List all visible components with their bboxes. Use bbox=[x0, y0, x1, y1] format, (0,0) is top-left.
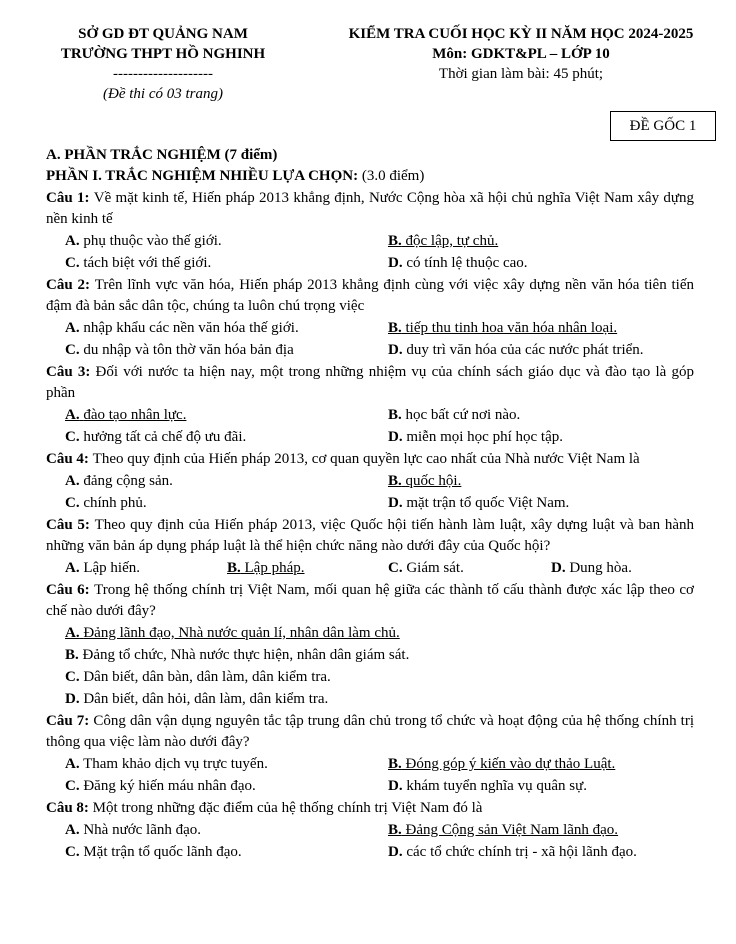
question-2-options-row-1 bbox=[46, 317, 694, 339]
option-6a[interactable]: A. Đảng lãnh đạo, Nhà nước quản lí, nhân dân làm chủ. bbox=[65, 625, 400, 641]
option-6d[interactable]: D. Dân biết, dân hỏi, dân làm, dân kiểm tra. bbox=[65, 691, 329, 707]
option-6b[interactable]: B. Đảng tổ chức, Nhà nước thực hiện, nhân dân giám sát. bbox=[65, 647, 410, 663]
option-3a[interactable]: A. đào tạo nhân lực. bbox=[65, 407, 187, 423]
header-left bbox=[38, 24, 288, 104]
subject-line: Môn: GDKT&PL – LỚP 10 bbox=[432, 46, 610, 62]
option-1b[interactable]: B. độc lập, tự chủ. bbox=[388, 233, 499, 249]
question-7 bbox=[46, 711, 694, 753]
option-3c[interactable]: C. hưởng tất cả chế độ ưu đãi. bbox=[65, 429, 247, 445]
question-2-text: Trên lĩnh vực văn hóa, Hiến pháp 2013 khẳng định cùng với việc xây dựng nền văn hóa tiên tiến đậm đà bản sắc dân tộc, chúng ta luôn chú trọng việc bbox=[46, 277, 694, 314]
page-count-note: (Đề thi có 03 trang) bbox=[103, 86, 223, 102]
question-3-label: Câu 3: bbox=[46, 364, 96, 380]
question-1 bbox=[46, 188, 694, 230]
option-1a[interactable]: A. phụ thuộc vào thế giới. bbox=[65, 233, 222, 249]
question-8-options-row-2 bbox=[46, 841, 694, 863]
question-6-text: Trong hệ thống chính trị Việt Nam, mối quan hệ giữa các thành tố cấu thành được xác lập theo cơ chế nào dưới đây? bbox=[46, 582, 694, 619]
question-1-label: Câu 1: bbox=[46, 190, 94, 206]
option-8a[interactable]: A. Nhà nước lãnh đạo. bbox=[65, 822, 202, 838]
part-1-heading bbox=[46, 166, 694, 187]
question-6-label: Câu 6: bbox=[46, 582, 95, 598]
option-5a[interactable]: A. Lập hiến. bbox=[65, 560, 140, 576]
option-4c[interactable]: C. chính phủ. bbox=[65, 495, 147, 511]
option-3b[interactable]: B. học bất cứ nơi nào. bbox=[388, 407, 521, 423]
question-8 bbox=[46, 798, 694, 819]
question-8-text: Một trong những đặc điểm của hệ thống chính trị Việt Nam đó là bbox=[92, 800, 483, 816]
question-4-text: Theo quy định của Hiến pháp 2013, cơ quan quyền lực cao nhất của Nhà nước Việt Nam là bbox=[92, 451, 640, 467]
time-limit: Thời gian làm bài: 45 phút; bbox=[438, 66, 604, 82]
question-1-text: Về mặt kinh tế, Hiến pháp 2013 khẳng định, Nước Cộng hòa xã hội chủ nghĩa Việt Nam xây dựng nền kinh tế bbox=[46, 190, 694, 227]
option-5c[interactable]: C. Giám sát. bbox=[388, 560, 464, 576]
option-8c[interactable]: C. Mặt trận tổ quốc lãnh đạo. bbox=[65, 844, 242, 860]
part-a-heading: A. PHẦN TRẮC NGHIỆM (7 điểm) bbox=[46, 147, 278, 163]
option-7a[interactable]: A. Tham khảo dịch vụ trực tuyến. bbox=[65, 756, 268, 772]
question-4 bbox=[46, 449, 694, 470]
question-3-options-row-2 bbox=[46, 426, 694, 448]
option-4b[interactable]: B. quốc hội. bbox=[388, 473, 462, 489]
question-7-label: Câu 7: bbox=[46, 713, 94, 729]
question-2-options-row-2 bbox=[46, 339, 694, 361]
question-7-options-row-1 bbox=[46, 753, 694, 775]
question-4-options-row-1 bbox=[46, 470, 694, 492]
option-8d[interactable]: D. các tổ chức chính trị - xã hội lãnh đạo. bbox=[388, 844, 637, 860]
part-1-title: PHẦN I. TRẮC NGHIỆM NHIỀU LỰA CHỌN: bbox=[46, 168, 362, 184]
exam-content bbox=[46, 145, 694, 863]
option-2c[interactable]: C. du nhập và tôn thờ văn hóa bản địa bbox=[65, 342, 294, 358]
exam-code-box: ĐỀ GỐC 1 bbox=[610, 111, 716, 141]
question-3-options-row-1 bbox=[46, 404, 694, 426]
question-7-text: Công dân vận dụng nguyên tắc tập trung dân chủ trong tổ chức và hoạt động của hệ thống chính trị thông qua việc làm nào dưới đây? bbox=[46, 713, 694, 750]
question-4-label: Câu 4: bbox=[46, 451, 93, 467]
header-divider: -------------------- bbox=[113, 66, 213, 82]
option-1d[interactable]: D. có tính lệ thuộc cao. bbox=[388, 255, 528, 271]
option-2a[interactable]: A. nhập khẩu các nền văn hóa thế giới. bbox=[65, 320, 299, 336]
option-8b[interactable]: B. Đảng Cộng sản Việt Nam lãnh đạo. bbox=[388, 822, 619, 838]
option-4d[interactable]: D. mặt trận tổ quốc Việt Nam. bbox=[388, 495, 570, 511]
option-4a[interactable]: A. đảng cộng sản. bbox=[65, 473, 173, 489]
option-5d[interactable]: D. Dung hòa. bbox=[551, 560, 632, 576]
option-7d[interactable]: D. khám tuyển nghĩa vụ quân sự. bbox=[388, 778, 587, 794]
question-8-label: Câu 8: bbox=[46, 800, 93, 816]
option-2b[interactable]: B. tiếp thu tinh hoa văn hóa nhân loại. bbox=[388, 320, 618, 336]
question-6 bbox=[46, 580, 694, 622]
school-name: TRƯỜNG THPT HỒ NGHINH bbox=[60, 46, 266, 62]
question-5-options-row bbox=[46, 557, 694, 579]
option-7b[interactable]: B. Đóng góp ý kiến vào dự thảo Luật. bbox=[388, 756, 616, 772]
question-8-options-row-1 bbox=[46, 819, 694, 841]
option-3d[interactable]: D. miễn mọi học phí học tập. bbox=[388, 429, 563, 445]
question-5 bbox=[46, 515, 694, 557]
header-right bbox=[318, 24, 724, 84]
question-3-text: Đối với nước ta hiện nay, một trong những nhiệm vụ của chính sách giáo dục và đào tạo là góp phần bbox=[46, 364, 695, 401]
question-1-options-row-2 bbox=[46, 252, 694, 274]
option-7c[interactable]: C. Đăng ký hiến máu nhân đạo. bbox=[65, 778, 256, 794]
question-3 bbox=[46, 362, 694, 404]
option-6c[interactable]: C. Dân biết, dân bàn, dân làm, dân kiểm tra. bbox=[65, 669, 331, 685]
option-1c[interactable]: C. tách biệt với thế giới. bbox=[65, 255, 212, 271]
question-7-options-row-2 bbox=[46, 775, 694, 797]
option-5b[interactable]: B. Lập pháp. bbox=[227, 560, 305, 576]
question-1-options-row-1 bbox=[46, 230, 694, 252]
option-2d[interactable]: D. duy trì văn hóa của các nước phát triển. bbox=[388, 342, 644, 358]
department-name: SỞ GD ĐT QUẢNG NAM bbox=[78, 26, 248, 42]
question-5-text: Theo quy định của Hiến pháp 2013, việc Quốc hội tiến hành làm luật, xây dựng luật và ban hành những văn bản áp dụng pháp luật là thể hiện chức năng nào dưới đây của Quốc hội? bbox=[46, 517, 695, 554]
question-2 bbox=[46, 275, 694, 317]
exam-title: KIỂM TRA CUỐI HỌC KỲ II NĂM HỌC 2024-2025 bbox=[348, 26, 694, 42]
question-5-label: Câu 5: bbox=[46, 517, 95, 533]
question-4-options-row-2 bbox=[46, 492, 694, 514]
question-2-label: Câu 2: bbox=[46, 277, 95, 293]
part-1-points: (3.0 điểm) bbox=[361, 168, 425, 184]
